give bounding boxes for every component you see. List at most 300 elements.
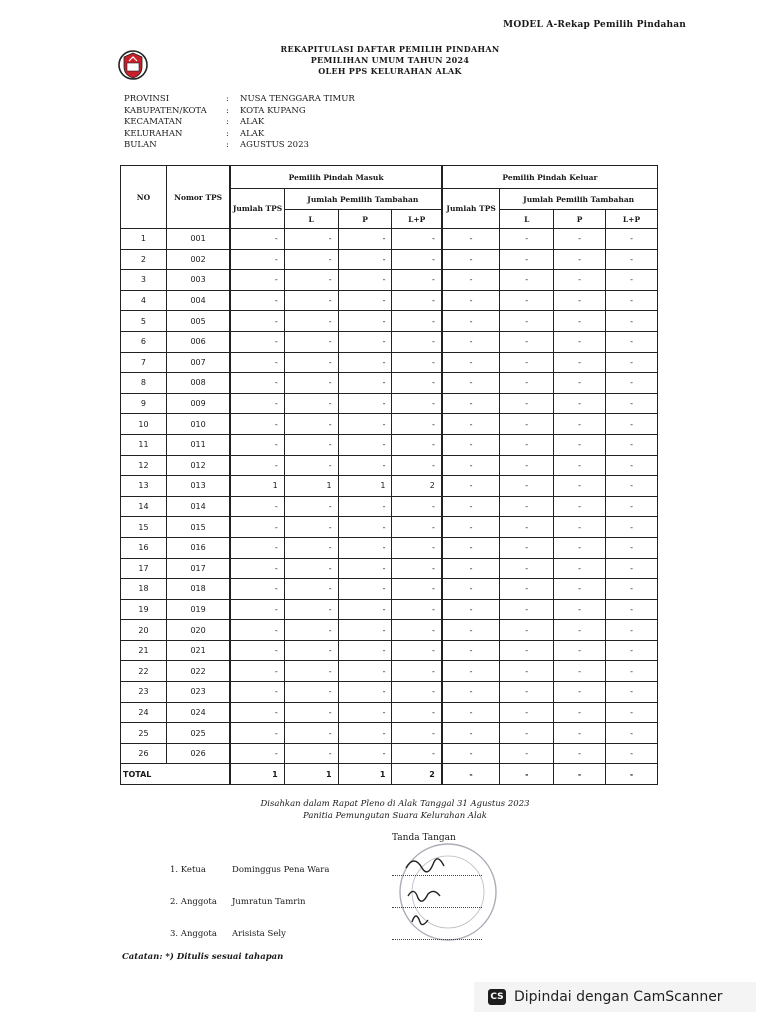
header-lp: L+P	[392, 210, 442, 229]
title-line: PEMILIHAN UMUM TAHUN 2024	[310, 55, 470, 65]
table-cell: -	[230, 270, 284, 291]
table-cell: -	[230, 558, 284, 579]
table-cell: -	[554, 579, 606, 600]
table-cell: -	[442, 723, 500, 744]
table-cell: -	[284, 455, 338, 476]
table-cell: 4	[121, 290, 167, 311]
table-row	[121, 517, 658, 538]
table-cell: -	[500, 249, 554, 270]
table-cell: -	[392, 702, 442, 723]
table-row	[121, 331, 658, 352]
table-cell: -	[230, 373, 284, 394]
meta-value: ALAK	[240, 128, 265, 139]
table-cell: -	[392, 229, 442, 250]
table-cell: 6	[121, 331, 167, 352]
table-cell: -	[500, 558, 554, 579]
signature-label: Tanda Tangan	[392, 833, 456, 843]
table-cell: -	[606, 640, 658, 661]
table-cell: -	[284, 743, 338, 764]
table-cell: 24	[121, 702, 167, 723]
table-cell: -	[442, 434, 500, 455]
table-row	[121, 434, 658, 455]
camscanner-watermark	[474, 982, 756, 1012]
table-cell: -	[500, 743, 554, 764]
header-nomor-tps: Nomor TPS	[166, 166, 230, 229]
table-cell: -	[284, 352, 338, 373]
table-cell: -	[500, 764, 554, 785]
table-cell: -	[606, 331, 658, 352]
table-cell: -	[554, 434, 606, 455]
table-cell: -	[230, 352, 284, 373]
table-cell: -	[554, 476, 606, 497]
table-cell: -	[442, 537, 500, 558]
header-pindah-masuk: Pemilih Pindah Masuk	[230, 166, 442, 189]
table-cell: 021	[166, 640, 230, 661]
table-cell: -	[338, 455, 392, 476]
table-cell: -	[500, 311, 554, 332]
table-cell: 017	[166, 558, 230, 579]
table-cell: 025	[166, 723, 230, 744]
table-cell: -	[230, 249, 284, 270]
table-cell: -	[284, 311, 338, 332]
table-cell: -	[338, 743, 392, 764]
table-row	[121, 682, 658, 703]
table-cell: -	[442, 517, 500, 538]
table-cell: -	[442, 249, 500, 270]
table-row	[121, 579, 658, 600]
table-cell: -	[554, 393, 606, 414]
table-cell: -	[338, 311, 392, 332]
table-cell: -	[392, 682, 442, 703]
table-cell: 12	[121, 455, 167, 476]
table-cell: -	[284, 620, 338, 641]
table-cell: -	[338, 517, 392, 538]
table-cell: -	[606, 311, 658, 332]
table-cell: -	[442, 620, 500, 641]
table-cell: -	[284, 661, 338, 682]
table-cell: -	[500, 414, 554, 435]
table-cell: -	[554, 331, 606, 352]
table-cell: -	[442, 455, 500, 476]
table-cell: -	[284, 579, 338, 600]
table-cell: -	[500, 455, 554, 476]
table-cell: -	[338, 290, 392, 311]
table-cell: -	[500, 599, 554, 620]
table-cell: -	[284, 373, 338, 394]
table-cell: -	[442, 599, 500, 620]
table-cell: 1	[284, 476, 338, 497]
table-cell: -	[554, 599, 606, 620]
member-name: Dominggus Pena Wara	[232, 865, 330, 875]
header-p: P	[554, 210, 606, 229]
title-line: OLEH PPS KELURAHAN ALAK	[318, 66, 462, 76]
table-cell: -	[500, 331, 554, 352]
meta-label: PROVINSI	[124, 94, 170, 104]
table-cell: -	[392, 661, 442, 682]
table-cell: 003	[166, 270, 230, 291]
table-cell: -	[284, 517, 338, 538]
table-cell: -	[554, 702, 606, 723]
table-cell: -	[230, 496, 284, 517]
table-cell: -	[338, 620, 392, 641]
signature-line	[392, 865, 482, 876]
table-body	[121, 229, 658, 764]
table-cell: -	[338, 414, 392, 435]
member-row	[170, 897, 482, 929]
table-cell: 2	[392, 476, 442, 497]
table-cell: 007	[166, 352, 230, 373]
member-name: Arisista Sely	[232, 929, 286, 939]
meta-row-kabupaten	[124, 106, 355, 118]
table-cell: -	[606, 393, 658, 414]
table-cell: -	[230, 414, 284, 435]
table-cell: 014	[166, 496, 230, 517]
table-row	[121, 311, 658, 332]
table-cell: -	[338, 558, 392, 579]
table-cell: -	[554, 352, 606, 373]
table-cell: 3	[121, 270, 167, 291]
table-cell: 019	[166, 599, 230, 620]
region-info	[124, 94, 355, 152]
table-cell: -	[284, 331, 338, 352]
table-cell: -	[392, 599, 442, 620]
table-cell: -	[442, 373, 500, 394]
table-row	[121, 743, 658, 764]
table-cell: -	[392, 517, 442, 538]
table-cell: -	[338, 537, 392, 558]
table-cell: 1	[230, 764, 284, 785]
camscanner-icon: CS	[488, 989, 506, 1005]
table-cell: 022	[166, 661, 230, 682]
table-cell: -	[500, 373, 554, 394]
table-cell: 1	[230, 476, 284, 497]
table-cell: -	[500, 640, 554, 661]
table-cell: -	[230, 517, 284, 538]
table-cell: -	[606, 723, 658, 744]
table-cell: -	[500, 723, 554, 744]
table-cell: 11	[121, 434, 167, 455]
header-jumlah-tps-masuk: Jumlah TPS	[230, 189, 284, 229]
table-row	[121, 249, 658, 270]
table-cell: -	[338, 249, 392, 270]
table-cell: -	[230, 620, 284, 641]
table-row	[121, 373, 658, 394]
table-cell: -	[284, 270, 338, 291]
table-cell: -	[442, 414, 500, 435]
table-cell: -	[606, 764, 658, 785]
table-cell: -	[442, 702, 500, 723]
table-cell: -	[606, 537, 658, 558]
table-cell: -	[442, 229, 500, 250]
table-cell: -	[606, 373, 658, 394]
table-cell: -	[230, 579, 284, 600]
table-cell: 1	[338, 476, 392, 497]
table-cell: -	[392, 393, 442, 414]
table-cell: -	[500, 229, 554, 250]
table-cell: -	[284, 414, 338, 435]
kpu-logo-icon	[118, 48, 148, 82]
table-cell: 005	[166, 311, 230, 332]
table-cell: -	[442, 682, 500, 703]
table-cell: -	[554, 373, 606, 394]
table-cell: -	[230, 537, 284, 558]
table-cell: -	[392, 290, 442, 311]
document-title	[230, 44, 550, 77]
table-cell: 009	[166, 393, 230, 414]
table-cell: -	[392, 434, 442, 455]
table-cell: -	[230, 743, 284, 764]
table-cell: -	[392, 723, 442, 744]
table-cell: 018	[166, 579, 230, 600]
table-cell: -	[606, 249, 658, 270]
table-cell: -	[442, 352, 500, 373]
table-cell: 19	[121, 599, 167, 620]
table-cell: -	[606, 434, 658, 455]
header-lp: L+P	[606, 210, 658, 229]
table-cell: 8	[121, 373, 167, 394]
table-row	[121, 270, 658, 291]
table-cell: 024	[166, 702, 230, 723]
table-row	[121, 455, 658, 476]
table-cell: -	[230, 723, 284, 744]
table-cell: -	[442, 393, 500, 414]
meta-colon: :	[226, 140, 229, 150]
table-row	[121, 290, 658, 311]
table-cell: -	[284, 434, 338, 455]
table-cell: -	[442, 476, 500, 497]
table-cell: -	[554, 270, 606, 291]
table-cell: -	[500, 682, 554, 703]
table-cell: -	[500, 661, 554, 682]
table-cell: -	[606, 270, 658, 291]
table-cell: -	[500, 579, 554, 600]
table-cell: -	[284, 599, 338, 620]
table-cell: 020	[166, 620, 230, 641]
footnote: Catatan: *) Ditulis sesuai tahapan	[122, 952, 284, 962]
table-cell: -	[606, 620, 658, 641]
table-cell: 26	[121, 743, 167, 764]
table-cell: -	[230, 640, 284, 661]
table-cell: -	[230, 393, 284, 414]
table-cell: -	[392, 249, 442, 270]
table-cell: 13	[121, 476, 167, 497]
header-tambahan-keluar: Jumlah Pemilih Tambahan	[500, 189, 658, 210]
table-cell: 16	[121, 537, 167, 558]
table-cell: -	[554, 537, 606, 558]
table-cell: -	[554, 620, 606, 641]
table-cell: 1	[121, 229, 167, 250]
table-cell: -	[554, 496, 606, 517]
table-cell: -	[554, 723, 606, 744]
table-cell: 2	[392, 764, 442, 785]
table-cell: -	[500, 496, 554, 517]
committee-members	[170, 865, 482, 961]
table-cell: -	[606, 702, 658, 723]
table-cell: -	[230, 682, 284, 703]
meta-colon: :	[226, 128, 229, 139]
table-cell: -	[230, 702, 284, 723]
approval-line: Panitia Pemungutan Suara Kelurahan Alak	[303, 811, 487, 821]
table-cell: -	[500, 393, 554, 414]
table-cell: 008	[166, 373, 230, 394]
table-cell: 012	[166, 455, 230, 476]
title-line: REKAPITULASI DAFTAR PEMILIH PINDAHAN	[280, 44, 500, 54]
table-cell: -	[338, 599, 392, 620]
table-cell: -	[554, 311, 606, 332]
total-label: TOTAL	[121, 764, 231, 785]
table-cell: 004	[166, 290, 230, 311]
table-row	[121, 496, 658, 517]
table-cell: -	[442, 743, 500, 764]
table-cell: -	[392, 373, 442, 394]
table-cell: -	[392, 331, 442, 352]
table-cell: 2	[121, 249, 167, 270]
table-cell: -	[500, 434, 554, 455]
table-cell: -	[606, 743, 658, 764]
table-row	[121, 476, 658, 497]
table-cell: -	[442, 496, 500, 517]
table-cell: 18	[121, 579, 167, 600]
meta-colon: :	[226, 117, 229, 127]
table-cell: -	[284, 702, 338, 723]
table-cell: -	[230, 229, 284, 250]
table-cell: 25	[121, 723, 167, 744]
header-l: L	[284, 210, 338, 229]
camscanner-text: Dipindai dengan CamScanner	[514, 989, 723, 1005]
member-row	[170, 865, 482, 897]
table-cell: -	[230, 599, 284, 620]
table-cell: -	[606, 496, 658, 517]
table-cell: 1	[338, 764, 392, 785]
meta-row-kelurahan	[124, 129, 355, 141]
header-l: L	[500, 210, 554, 229]
meta-label: KABUPATEN/KOTA	[124, 105, 207, 116]
table-cell: -	[284, 682, 338, 703]
table-cell: -	[230, 311, 284, 332]
meta-row-provinsi	[124, 94, 355, 106]
table-cell: 011	[166, 434, 230, 455]
table-cell: -	[554, 661, 606, 682]
header-jumlah-tps-keluar: Jumlah TPS	[442, 189, 500, 229]
table-cell: -	[442, 579, 500, 600]
table-row	[121, 393, 658, 414]
table-cell: -	[338, 331, 392, 352]
table-cell: -	[554, 229, 606, 250]
table-cell: -	[442, 558, 500, 579]
table-cell: -	[554, 414, 606, 435]
table-cell: -	[284, 393, 338, 414]
table-cell: -	[606, 455, 658, 476]
table-row	[121, 558, 658, 579]
table-cell: -	[284, 290, 338, 311]
table-cell: -	[500, 537, 554, 558]
table-cell: -	[442, 640, 500, 661]
table-cell: -	[392, 640, 442, 661]
header-pindah-keluar: Pemilih Pindah Keluar	[442, 166, 658, 189]
table-row	[121, 702, 658, 723]
table-cell: -	[554, 558, 606, 579]
table-cell: -	[442, 311, 500, 332]
table-cell: -	[606, 599, 658, 620]
table-row	[121, 414, 658, 435]
table-cell: -	[500, 352, 554, 373]
table-cell: -	[338, 393, 392, 414]
table-cell: -	[338, 682, 392, 703]
table-cell: -	[230, 455, 284, 476]
table-cell: -	[392, 414, 442, 435]
table-cell: 015	[166, 517, 230, 538]
table-cell: -	[338, 270, 392, 291]
table-cell: 013	[166, 476, 230, 497]
table-cell: -	[442, 331, 500, 352]
table-cell: -	[606, 661, 658, 682]
table-cell: -	[392, 270, 442, 291]
table-cell: -	[392, 579, 442, 600]
table-cell: -	[338, 661, 392, 682]
table-cell: 016	[166, 537, 230, 558]
table-cell: -	[338, 496, 392, 517]
table-row	[121, 229, 658, 250]
table-cell: -	[284, 249, 338, 270]
member-role: 1. Ketua	[170, 865, 206, 875]
table-cell: 002	[166, 249, 230, 270]
table-cell: -	[554, 249, 606, 270]
table-cell: -	[230, 331, 284, 352]
table-cell: -	[554, 640, 606, 661]
meta-label: BULAN	[124, 140, 157, 150]
table-cell: 10	[121, 414, 167, 435]
table-row	[121, 723, 658, 744]
meta-label: KELURAHAN	[124, 128, 183, 139]
table-row	[121, 599, 658, 620]
table-cell: -	[606, 352, 658, 373]
table-cell: -	[554, 290, 606, 311]
header-no: NO	[121, 166, 167, 229]
table-cell: -	[606, 558, 658, 579]
table-cell: 1	[284, 764, 338, 785]
table-cell: -	[284, 558, 338, 579]
member-name: Jumratun Tamrin	[232, 897, 306, 907]
table-cell: -	[392, 496, 442, 517]
table-cell: -	[500, 476, 554, 497]
table-cell: 15	[121, 517, 167, 538]
table-cell: 010	[166, 414, 230, 435]
table-cell: 023	[166, 682, 230, 703]
table-cell: -	[606, 290, 658, 311]
table-cell: -	[392, 558, 442, 579]
table-cell: -	[230, 434, 284, 455]
table-cell: -	[554, 743, 606, 764]
table-cell: -	[338, 352, 392, 373]
table-cell: -	[500, 290, 554, 311]
table-row	[121, 352, 658, 373]
table-cell: -	[442, 290, 500, 311]
approval-line: Disahkan dalam Rapat Pleno di Alak Tanggal 31 Agustus 2023	[260, 799, 530, 809]
table-cell: -	[392, 743, 442, 764]
meta-value: KOTA KUPANG	[240, 105, 306, 116]
table-cell: 22	[121, 661, 167, 682]
table-cell: -	[338, 702, 392, 723]
table-cell: -	[338, 434, 392, 455]
table-cell: -	[230, 290, 284, 311]
table-cell: -	[338, 373, 392, 394]
table-cell: -	[500, 702, 554, 723]
table-cell: -	[606, 229, 658, 250]
model-label: MODEL A-Rekap Pemilih Pindahan	[503, 20, 686, 30]
meta-colon: :	[226, 94, 229, 104]
table-cell: -	[338, 723, 392, 744]
table-cell: -	[284, 496, 338, 517]
